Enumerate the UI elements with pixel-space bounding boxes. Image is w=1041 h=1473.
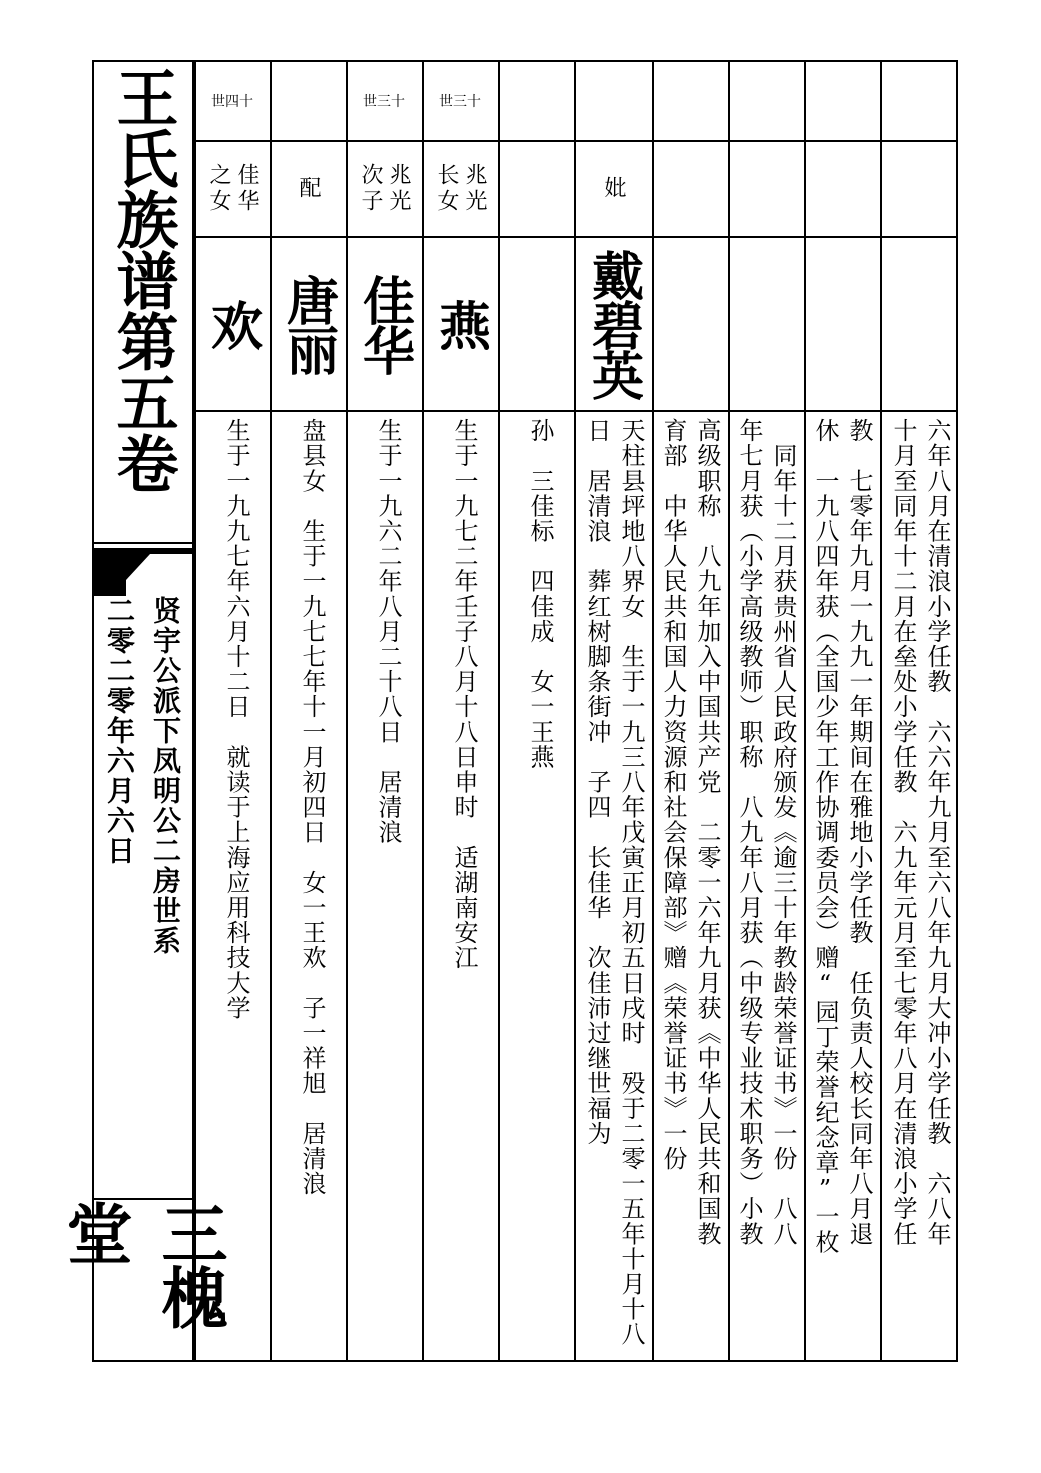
biography-text: 高级职称 八九年加入中国共产党 二零一六年九月获《中华人民共和国教 育部 中华人民共和国人力资源和社会保障部》赠《荣誉证书》一份 [659, 418, 721, 1247]
genealogy-title: 王氏族谱第五卷 [106, 66, 179, 493]
generation-label: 世三十 [363, 94, 405, 110]
generation-label [270, 62, 346, 140]
relation-label [422, 142, 498, 236]
biography-text: 六年八月在清浪小学任教 六六年九月至六八年九月大冲小学任教 六八年 十月至同年十二月在垒处小学任教 六九年元月至七零年八月在清浪小学任 [889, 418, 951, 1247]
person-name: 燕 [429, 299, 491, 349]
relation-text: 之女 [206, 163, 231, 215]
person-name: 戴碧英 [582, 249, 644, 399]
person-name: 唐丽 [277, 274, 339, 374]
relation-label [346, 142, 422, 236]
relation-label [498, 142, 574, 236]
biography-text: 生于一九六二年八月二十八日 居清浪 [374, 418, 402, 845]
relation-label [194, 142, 270, 236]
relation-text: 兆光 [462, 163, 487, 215]
relation-text: 长女 [434, 163, 459, 215]
relation-label [574, 142, 652, 236]
generation-label [498, 62, 574, 140]
relation-text: 佳华 [234, 163, 259, 215]
relation-text: 妣 [601, 176, 626, 202]
generation-label: 世四十 [211, 94, 253, 110]
branch-lineage: 贤宇公派下凤明公二房世系 [149, 596, 182, 956]
biography-text: 同年十二月获贵州省人民政府颁发《逾三十年教龄荣誉证书》一份 八八 年七月获（小学高级教师）职称 八九年八月获（中级专业技术职务）小教 [735, 418, 797, 1247]
biography-text: 教 七零年九月一九九一年期间在雅地小学任教 任负责人校长同年八月退 休 一九八四年获（全国少年工作协调委员会）赠“园丁荣誉纪念章”一枚 [811, 418, 873, 1255]
banner-subtitle [92, 596, 192, 1196]
generation-label [574, 62, 652, 140]
biography-text: 天柱县坪地八界女 生于一九三八年戊寅正月初五日戌时 殁于二零一五年十月十八日 居清浪 葬红树脚条街冲 子四 长佳华 次佳沛过继世福为 [583, 418, 645, 1347]
relation-text: 兆光 [386, 163, 411, 215]
generation-label: 世三十 [439, 94, 481, 110]
relation-label [270, 142, 346, 236]
relation-text: 次子 [358, 163, 383, 215]
biography-text: 生于一九七二年壬子八月十八日申时 适湖南安江 [450, 418, 478, 971]
hall-name: 三槐堂 [55, 1200, 228, 1328]
person-name: 欢 [201, 299, 263, 349]
person-name: 佳华 [353, 274, 415, 374]
biography-text: 生于一九九七年六月十二日 就读于上海应用科技大学 [222, 418, 250, 1021]
divider [92, 542, 192, 544]
relation-text: 配 [296, 176, 321, 202]
biography-text: 盘县女 生于一九七七年十一月初四日 女一王欢 子一祥旭 居清浪 [298, 418, 326, 1197]
fishtail-ornament-icon [92, 550, 192, 596]
person-name [498, 238, 574, 410]
compile-date: 二零二零年六月六日 [103, 596, 136, 866]
biography-text: 孙 三佳标 四佳成 女一王燕 [526, 418, 554, 770]
